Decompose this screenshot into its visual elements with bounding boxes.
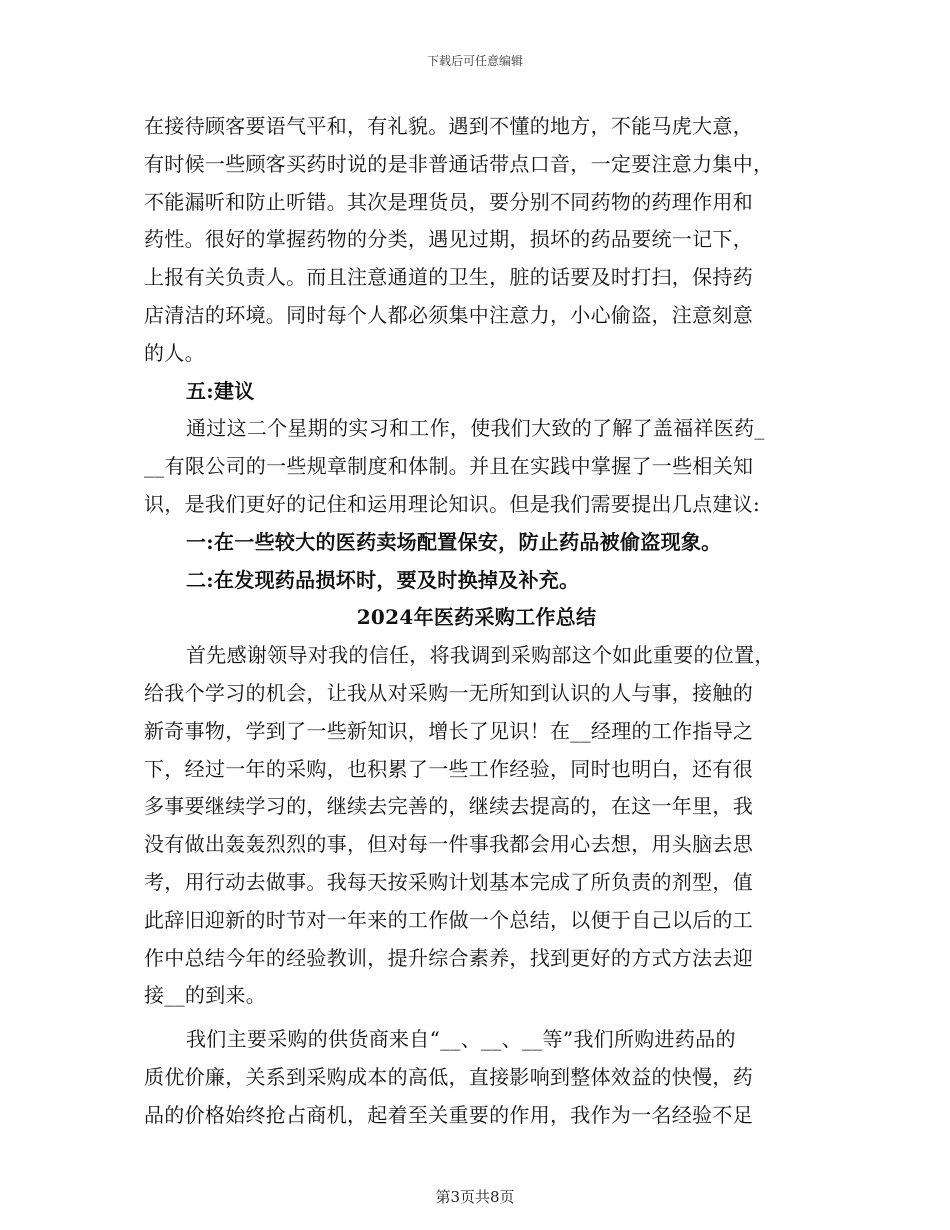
- paragraph-line: 考，用行动去做事。我每天按采购计划基本完成了所负责的剂型，值: [144, 869, 753, 894]
- paragraph-line: 多事要继续学习的，继续去完善的，继续去提高的，在这一年里，我: [144, 794, 753, 819]
- paragraph-line: 有时候一些顾客买药时说的是非普通话带点口音，一定要注意力集中，: [144, 151, 774, 176]
- paragraph-line: 首先感谢领导对我的信任，将我调到采购部这个如此重要的位置，: [186, 643, 775, 668]
- paragraph-line: 不能漏听和防止听错。其次是理货员，要分别不同药物的药理作用和: [144, 189, 753, 214]
- document-title: 2024年医药采购工作总结: [356, 605, 597, 630]
- paragraph-line: 作中总结今年的经验教训，提升综合素养，找到更好的方式方法去迎: [144, 945, 753, 970]
- paragraph-line: 新奇事物，学到了一些新知识，增长了见识！在__经理的工作指导之: [144, 718, 754, 743]
- paragraph-line: 此辞旧迎新的时节对一年来的工作做一个总结，以便于自己以后的工: [144, 907, 753, 932]
- paragraph-line: 没有做出轰轰烈烈的事，但对每一件事我都会用心去想，用头脑去思: [144, 832, 753, 857]
- paragraph-line: 品的价格始终抢占商机，起着至关重要的作用，我作为一名经验不足: [144, 1102, 753, 1127]
- document-body: [144, 108, 809, 1135]
- paragraph-line: 店清洁的环境。同时每个人都必须集中注意力，小心偷盗，注意刻意: [144, 302, 753, 327]
- page-number-footer: 第3页共8页: [435, 1188, 515, 1206]
- paragraph-line: 药性。很好的掌握药物的分类，遇见过期，损坏的药品要统一记下，: [144, 227, 753, 252]
- section-heading: 五:建议: [186, 378, 255, 403]
- paragraph-line: 给我个学习的机会，让我从对采购一无所知到认识的人与事，接触的: [144, 680, 753, 705]
- paragraph-line: __有限公司的一些规章制度和体制。并且在实践中掌握了一些相关知: [144, 454, 754, 479]
- paragraph-line: 下，经过一年的采购，也积累了一些工作经验，同时也明白，还有很: [144, 756, 753, 781]
- paragraph-line: 质优价廉，关系到采购成本的高低，直接影响到整体效益的快慢，药: [144, 1064, 753, 1089]
- paragraph-line: 通过这二个星期的实习和工作，使我们大致的了解了盖福祥医药_: [186, 416, 765, 441]
- paragraph-line: 接__的到来。: [144, 983, 267, 1008]
- paragraph-line: 在接待顾客要语气平和，有礼貌。遇到不懂的地方，不能马虎大意，: [144, 114, 753, 138]
- paragraph-line: 上报有关负责人。而且注意通道的卫生，脏的话要及时打扫，保持药: [144, 265, 753, 290]
- suggestion-item: 二:在发现药品损坏时，要及时换掉及补充。: [186, 567, 580, 592]
- paragraph-line: 我们主要采购的供货商来自“__、__、__等”我们所购进药品的: [186, 1027, 736, 1052]
- page-header: 下载后可任意编辑: [426, 54, 523, 68]
- suggestion-item: 一:在一些较大的医药卖场配置保安，防止药品被偷盗现象。: [186, 529, 722, 554]
- paragraph-line: 的人。: [144, 340, 205, 365]
- paragraph-line: 识，是我们更好的记住和运用理论知识。但是我们需要提出几点建议:: [144, 491, 761, 516]
